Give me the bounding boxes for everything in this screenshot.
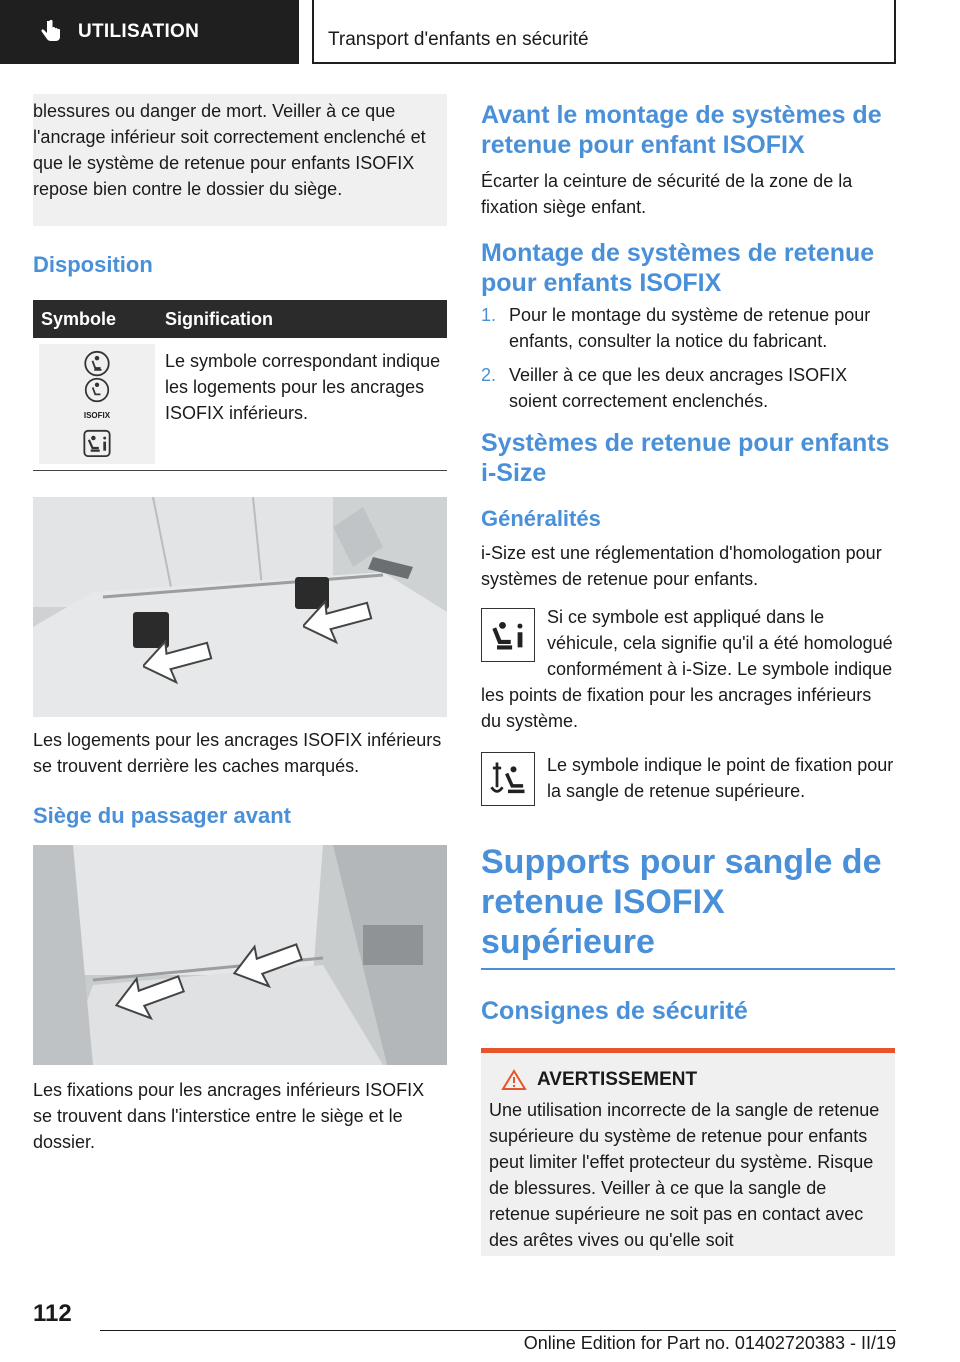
section-title: UTILISATION: [78, 21, 200, 42]
mount-steps: [481, 302, 895, 414]
warning-title: AVERTISSEMENT: [537, 1069, 698, 1090]
isize-symbol-text: Si ce symbole est appliqué dans le véhicule, cela signifie qu'il a été homologué conformément à i-Size. Le symbole indique les points de fixation pour les ancrages inférieurs du système.: [481, 607, 893, 731]
list-item: [481, 302, 895, 354]
arrow-icon: [229, 941, 309, 991]
warning-text: Une utilisation incorrecte de la sangle de retenue supérieure du système de retenue pour enfants peut limiter l'effet protecteur du système. Risque de blessures. Veiller à ce que la sangle de retenue supérieure ne soit pas en contact avec des arêtes vives ou qu'elle soit: [489, 1100, 880, 1250]
caption-front: Les fixations pour les ancrages inférieurs ISOFIX se trouvent dans l'interstice entre le siège et le dossier.: [33, 1080, 425, 1152]
mount-heading: Montage de systèmes de retenue pour enfants ISOFIX: [481, 239, 875, 297]
before-text: Écarter la ceinture de sécurité de la zone de la fixation siège enfant.: [481, 171, 853, 217]
safety-heading: Consignes de sécurité: [481, 997, 748, 1025]
table-header-meaning: Signification: [157, 300, 447, 338]
left-column: [33, 100, 447, 1155]
child-seat-icon: [82, 350, 112, 377]
general-heading: Généralités: [481, 506, 601, 531]
warning-triangle-icon: [501, 1069, 527, 1091]
list-item: [481, 362, 895, 414]
isofix-seat-icon: [84, 377, 110, 403]
rear-seat-illustration: [33, 497, 447, 717]
isofix-symbols: [39, 344, 155, 464]
isize-icon: [486, 613, 530, 657]
isize-icon: [81, 429, 113, 458]
symbol-table: [33, 300, 447, 471]
hand-pointer-icon: [36, 17, 66, 47]
step-text: Veiller à ce que les deux ancrages ISOFIX soient correctement enclenchés.: [509, 365, 848, 411]
front-seat-photo: [33, 845, 447, 1065]
right-column: [481, 100, 895, 1256]
footer-rule: [100, 1330, 896, 1331]
isize-symbol: [481, 608, 535, 662]
supports-title: Supports pour sangle de retenue ISOFIX supérieure: [481, 843, 882, 961]
anchor-seat-icon: [486, 757, 530, 801]
tether-symbol-text: Le symbole indique le point de fixation pour la sangle de retenue supérieure.: [547, 755, 894, 801]
arrow-icon: [111, 973, 191, 1023]
title-rule: [481, 968, 895, 970]
step-number: 2.: [481, 365, 497, 385]
isofix-label: ISOFIX: [83, 411, 111, 421]
step-number: 1.: [481, 305, 497, 325]
tether-symbol-block: [481, 752, 895, 806]
page-number: 112: [33, 1300, 72, 1327]
header-section-tab: [0, 0, 299, 64]
disposition-heading: Disposition: [33, 252, 153, 277]
tether-symbol: [481, 752, 535, 806]
table-header-symbol: Symbole: [33, 300, 157, 338]
rear-seat-photo: [33, 497, 447, 717]
isize-symbol-block: [481, 604, 895, 734]
warning-box: [481, 1053, 895, 1256]
warning-continued-text: blessures ou danger de mort. Veiller à ce que l'ancrage inférieur soit correctement enclenché et que le système de retenue pour enfants ISOFIX repose bien contre le dossier du siège.: [33, 101, 426, 199]
footer-edition: Online Edition for Part no. 01402720383 - II/19: [523, 1333, 896, 1353]
arrow-icon: [143, 637, 213, 687]
chapter-title: Transport d'enfants en sécurité: [328, 29, 589, 50]
passenger-heading: Siège du passager avant: [33, 803, 291, 828]
warning-continued: [33, 94, 447, 226]
step-text: Pour le montage du système de retenue pour enfants, consulter la notice du fabricant.: [509, 305, 871, 351]
general-text: i-Size est une réglementation d'homologation pour systèmes de retenue pour enfants.: [481, 543, 882, 589]
table-row: [33, 338, 447, 471]
caption-rear: Les logements pour les ancrages ISOFIX inférieurs se trouvent derrière les caches marqués.: [33, 730, 442, 776]
before-heading: Avant le montage de systèmes de retenue pour enfant ISOFIX: [481, 101, 882, 159]
header-chapter-box: [312, 0, 896, 64]
isize-heading: Systèmes de retenue pour enfants i-Size: [481, 429, 890, 487]
arrow-icon: [303, 597, 373, 647]
table-cell-meaning: Le symbole correspondant indique les logements pour les ancrages ISOFIX inférieurs.: [157, 338, 447, 471]
